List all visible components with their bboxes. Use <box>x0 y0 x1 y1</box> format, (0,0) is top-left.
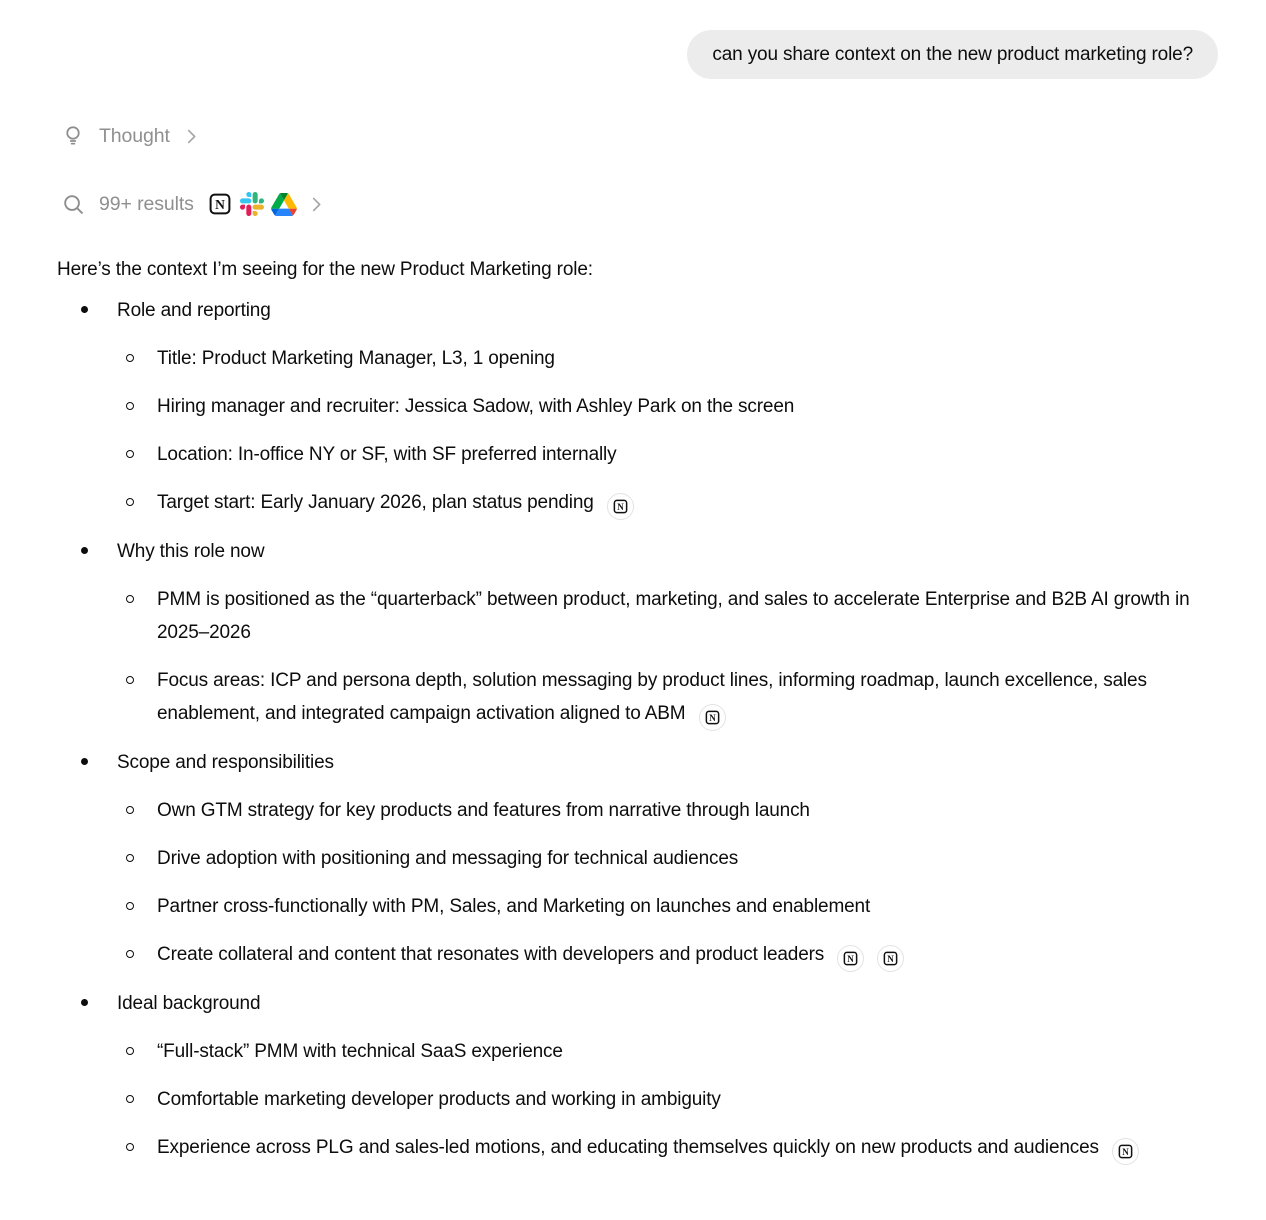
item-text: “Full-stack” PMM with technical SaaS experience <box>157 1040 563 1062</box>
section-title-line <box>57 738 1218 786</box>
bullet-circle-icon <box>126 498 134 506</box>
results-label: 99+ results <box>99 192 194 215</box>
answer-sub-item <box>57 834 1218 882</box>
slack-icon <box>240 192 265 217</box>
answer-sub-item <box>57 786 1218 834</box>
sub-item-line <box>57 382 1218 430</box>
item-text: Partner cross-functionally with PM, Sales, and Marketing on launches and enablement <box>157 895 871 917</box>
sub-item-line <box>57 334 1218 382</box>
svg-text:N: N <box>847 953 855 964</box>
bullet-circle-icon <box>126 950 134 958</box>
notion-source-chip[interactable] <box>877 945 904 972</box>
bullet-circle-icon <box>126 354 134 362</box>
answer-sub-item <box>57 882 1218 930</box>
answer-section <box>57 738 1218 979</box>
chevron-right-icon <box>182 127 201 146</box>
sub-item-line <box>57 1075 1218 1123</box>
item-text: Create collateral and content that resonates with developers and product leaders <box>157 943 825 965</box>
source-icons <box>208 192 297 217</box>
answer-sub-item <box>57 1075 1218 1123</box>
answer-section <box>57 979 1218 1172</box>
item-source-chips <box>685 703 725 724</box>
item-text: Focus areas: ICP and persona depth, solution messaging by product lines, informing roadmap, launch excellence, sales enablement, and integrated campaign activation aligned to ABM <box>157 669 1147 724</box>
item-text: Target start: Early January 2026, plan status pending <box>157 491 594 513</box>
sub-item-line <box>57 786 1218 834</box>
bullet-circle-icon <box>126 595 134 603</box>
item-text: Hiring manager and recruiter: Jessica Sadow, with Ashley Park on the screen <box>157 395 795 417</box>
section-title-line <box>57 286 1218 334</box>
notion-source-chip[interactable] <box>837 945 864 972</box>
answer-intro: Here’s the context I’m seeing for the new Product Marketing role: <box>57 259 593 280</box>
notion-icon <box>208 192 233 217</box>
answer-sub-item <box>57 656 1218 738</box>
item-source-chips <box>1099 1137 1139 1158</box>
section-title: Scope and responsibilities <box>117 751 334 773</box>
answer-sub-item <box>57 382 1218 430</box>
bullet-dot-icon <box>81 306 88 313</box>
svg-text:N: N <box>1122 1146 1129 1157</box>
section-title-line <box>57 527 1218 575</box>
svg-text:N: N <box>887 953 895 964</box>
sub-item-line <box>57 430 1218 478</box>
bullet-circle-icon <box>126 676 134 684</box>
bullet-circle-icon <box>126 854 134 862</box>
item-source-chips <box>594 492 634 513</box>
results-row[interactable] <box>60 191 326 217</box>
svg-text:N: N <box>215 196 226 212</box>
section-title-line <box>57 979 1218 1027</box>
item-source-chips <box>824 944 904 965</box>
google-drive-icon <box>272 192 297 217</box>
bullet-dot-icon <box>81 758 88 765</box>
sub-item-line <box>57 1027 1218 1075</box>
section-sublist <box>57 1027 1218 1172</box>
svg-text:N: N <box>617 501 624 512</box>
answer-sub-item <box>57 1123 1218 1172</box>
sub-item-line <box>57 930 1218 979</box>
bullet-circle-icon <box>126 902 134 910</box>
section-sublist <box>57 786 1218 979</box>
section-sublist <box>57 575 1218 738</box>
section-title: Ideal background <box>117 992 261 1014</box>
item-text: Drive adoption with positioning and messaging for technical audiences <box>157 847 739 869</box>
thought-row[interactable] <box>60 123 201 149</box>
sub-item-line <box>57 656 1218 738</box>
answer-sub-item <box>57 930 1218 979</box>
item-text: Location: In-office NY or SF, with SF preferred internally <box>157 443 617 465</box>
user-message-row <box>57 30 1218 79</box>
answer-sub-item <box>57 575 1218 656</box>
bullet-dot-icon <box>81 547 88 554</box>
notion-icon <box>843 951 858 966</box>
chevron-right-icon <box>307 195 326 214</box>
item-text: Comfortable marketing developer products and working in ambiguity <box>157 1088 721 1110</box>
notion-icon <box>883 951 898 966</box>
sub-item-line <box>57 882 1218 930</box>
item-text: Own GTM strategy for key products and features from narrative through launch <box>157 799 810 821</box>
bullet-circle-icon <box>126 806 134 814</box>
notion-icon <box>1118 1144 1133 1159</box>
bullet-dot-icon <box>81 999 88 1006</box>
thought-label: Thought <box>99 124 170 147</box>
bullet-circle-icon <box>126 1047 134 1055</box>
answer-sub-item <box>57 478 1218 527</box>
item-text: Title: Product Marketing Manager, L3, 1 opening <box>157 347 555 369</box>
answer-list <box>57 286 1218 1172</box>
item-text: PMM is positioned as the “quarterback” between product, marketing, and sales to accelerate Enterprise and B2B AI growth in 2025–2026 <box>157 588 1190 643</box>
svg-text:N: N <box>708 712 716 723</box>
answer-sub-item <box>57 334 1218 382</box>
section-title: Role and reporting <box>117 299 271 321</box>
sub-item-line <box>57 575 1218 656</box>
sub-item-line <box>57 478 1218 527</box>
bullet-circle-icon <box>126 450 134 458</box>
item-text: Experience across PLG and sales-led motions, and educating themselves quickly on new products and audiences <box>157 1136 1099 1158</box>
section-sublist <box>57 334 1218 527</box>
sub-item-line <box>57 1123 1218 1172</box>
sub-item-line <box>57 834 1218 882</box>
notion-icon <box>705 710 720 725</box>
answer-section <box>57 286 1218 527</box>
notion-source-chip[interactable] <box>607 493 634 520</box>
user-message-bubble: can you share context on the new product marketing role? <box>687 30 1218 79</box>
notion-icon <box>613 499 628 514</box>
search-icon <box>60 191 86 217</box>
answer-section <box>57 527 1218 738</box>
notion-source-chip[interactable] <box>1112 1138 1139 1165</box>
bullet-circle-icon <box>126 402 134 410</box>
lightbulb-icon <box>60 123 86 149</box>
section-title: Why this role now <box>117 540 265 562</box>
notion-source-chip[interactable] <box>699 704 726 731</box>
bullet-circle-icon <box>126 1095 134 1103</box>
bullet-circle-icon <box>126 1143 134 1151</box>
answer-sub-item <box>57 430 1218 478</box>
answer-sub-item <box>57 1027 1218 1075</box>
